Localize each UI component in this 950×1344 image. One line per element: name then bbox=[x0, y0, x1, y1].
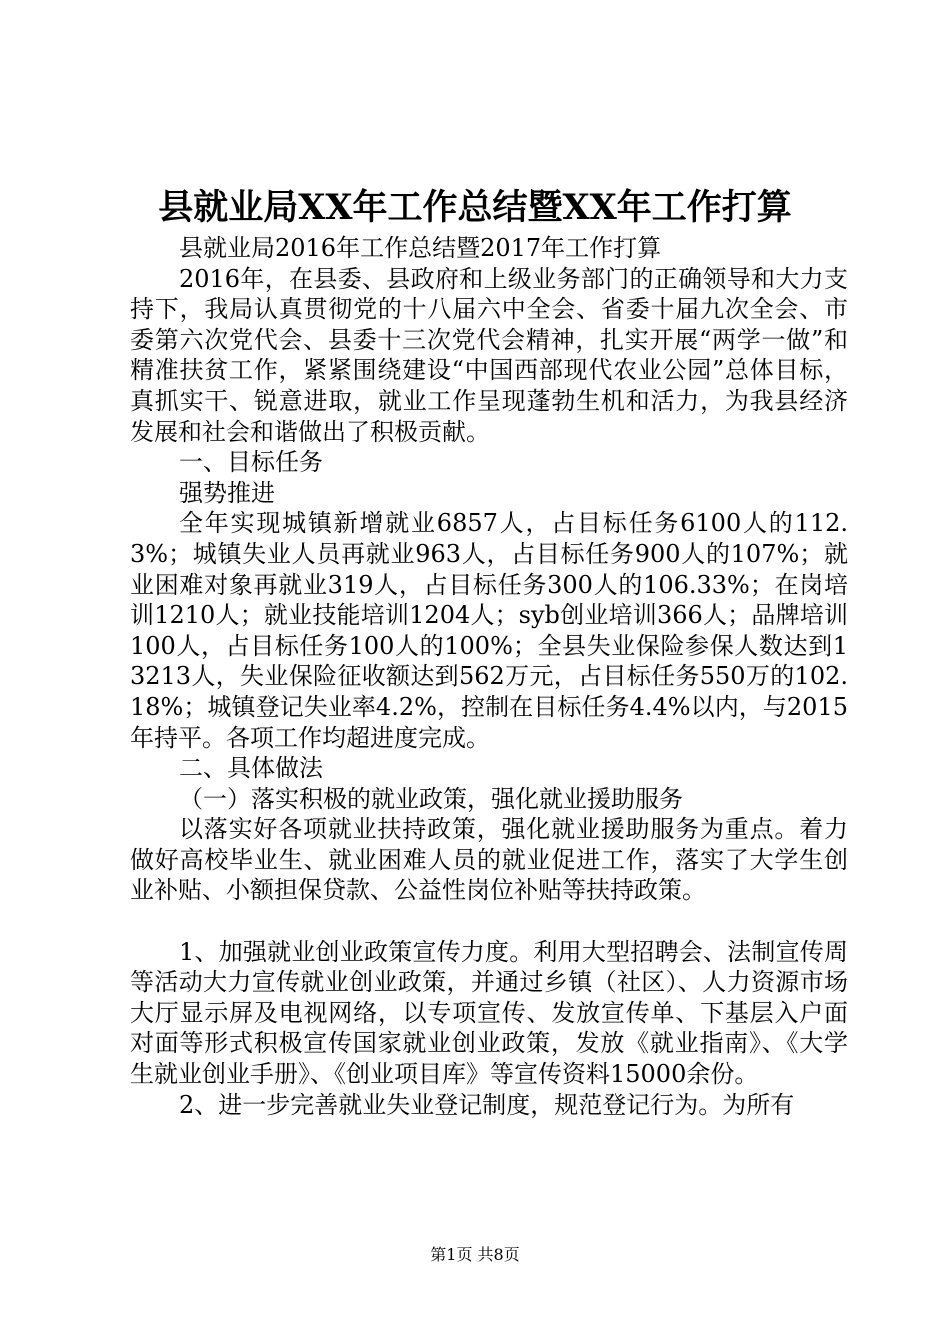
section-heading-methods: 二、具体做法 bbox=[179, 754, 323, 783]
page-footer: 第1页 共8页 bbox=[430, 1245, 520, 1264]
subtitle-paragraph: 县就业局2016年工作总结暨2017年工作打算 bbox=[179, 234, 662, 262]
blank-line bbox=[130, 906, 848, 937]
goals-paragraph: 全年实现城镇新增就业6857人，占目标任务6100人的112.3%；城镇失业人员再就业963人，占目标任务900人的107%；就业困难对象再就业319人，占目标任务300人的106.33%；在岗培训1210人；就业技能培训1204人；syb创业培训366人；品牌培训100人，占目标任务100人的100%；全县失业保险参保人数达到13213人，失业保险征收额达到562万元，占目标任务550万的102.18%；城镇登记失业率4.2%，控制在目标任务4.4%以内，与2015年持平。各项工作均超进度完成。 bbox=[130, 509, 848, 752]
item-2-paragraph: 2、进一步完善就业失业登记制度，规范登记行为。为所有 bbox=[179, 1090, 795, 1119]
item-1-paragraph: 1、加强就业创业政策宣传力度。利用大型招聘会、法制宣传周等活动大力宣传就业创业政策，并通过乡镇（社区）、人力资源市场大厅显示屏及电视网络，以专项宣传、发放宣传单、下基层入户面对面等形式积极宣传国家就业创业政策，发放《就业指南》、《大学生就业创业手册》、《创业项目库》等宣传资料15000余份。 bbox=[130, 937, 848, 1089]
subheading-push: 强势推进 bbox=[179, 478, 275, 507]
document-title: 县就业局XX年工作总结暨XX年工作打算 bbox=[158, 187, 792, 228]
subheading-policy: （一）落实积极的就业政策，强化就业援助服务 bbox=[179, 784, 683, 813]
section-heading-goals: 一、目标任务 bbox=[179, 448, 323, 477]
document-body bbox=[130, 233, 848, 1120]
policy-paragraph: 以落实好各项就业扶持政策，强化就业援助服务为重点。着力做好高校毕业生、就业困难人员的就业促进工作，落实了大学生创业补贴、小额担保贷款、公益性岗位补贴等扶持政策。 bbox=[130, 815, 848, 905]
intro-paragraph: 2016年，在县委、县政府和上级业务部门的正确领导和大力支持下，我局认真贯彻党的十八届六中全会、省委十届九次全会、市委第六次党代会、县委十三次党代会精神，扎实开展“两学一做”和精准扶贫工作，紧紧围绕建设“中国西部现代农业公园”总体目标，真抓实干、锐意进取，就业工作呈现蓬勃生机和活力，为我县经济发展和社会和谐做出了积极贡献。 bbox=[130, 264, 848, 446]
